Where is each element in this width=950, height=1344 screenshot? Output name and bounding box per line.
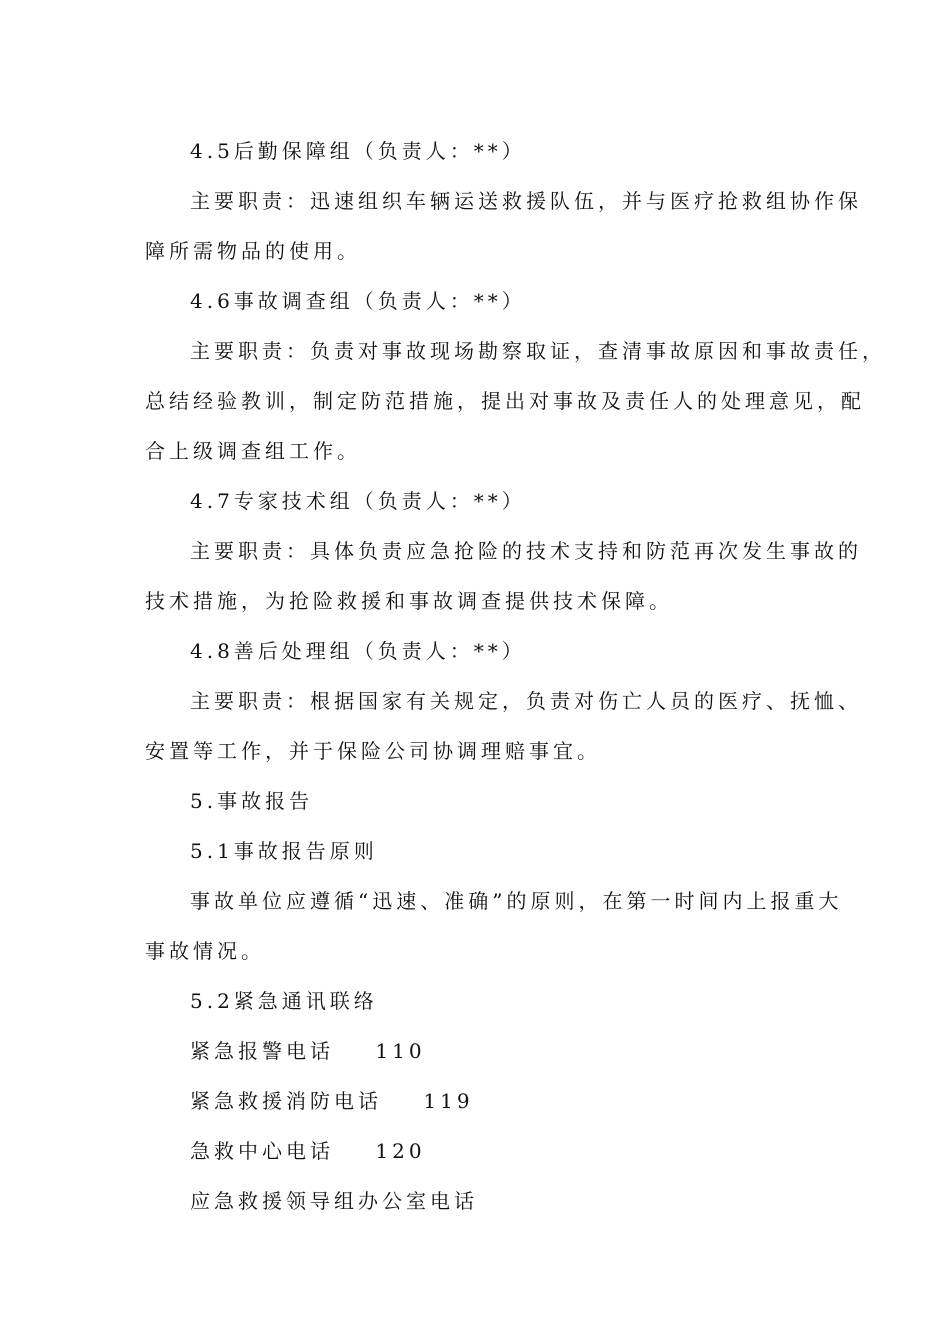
paragraph-line: 主要职责：负责对事故现场勘察取证，查清事故原因和事故责任， (190, 339, 886, 363)
section-heading-5: 5.事故报告 (190, 789, 314, 813)
paragraph-line: 安置等工作，并于保险公司协调理赔事宜。 (145, 739, 601, 763)
paragraph-line: 事故情况。 (145, 939, 265, 963)
section-heading-4-8: 4.8善后处理组（负责人：**） (190, 639, 526, 663)
paragraph-line: 总结经验教训，制定防范措施，提出对事故及责任人的处理意见，配 (145, 389, 865, 413)
section-heading-4-5: 4.5后勤保障组（负责人：**） (190, 139, 526, 163)
paragraph-line: 主要职责：根据国家有关规定，负责对伤亡人员的医疗、抚恤、 (190, 689, 862, 713)
section-heading-4-7: 4.7专家技术组（负责人：**） (190, 489, 526, 513)
section-heading-4-6: 4.6事故调查组（负责人：**） (190, 289, 526, 313)
phone-line-police: 紧急报警电话 110 (190, 1039, 426, 1063)
phone-line-fire: 紧急救援消防电话 119 (190, 1089, 474, 1113)
phone-line-ambulance: 急救中心电话 120 (190, 1139, 426, 1163)
paragraph-line: 主要职责：具体负责应急抢险的技术支持和防范再次发生事故的 (190, 539, 862, 563)
paragraph-line: 主要职责：迅速组织车辆运送救援队伍，并与医疗抢救组协作保 (190, 189, 862, 213)
section-heading-5-1: 5.1事故报告原则 (190, 839, 378, 863)
paragraph-line: 事故单位应遵循“迅速、准确”的原则，在第一时间内上报重大 (190, 889, 843, 913)
section-heading-5-2: 5.2紧急通讯联络 (190, 989, 378, 1013)
phone-line-office: 应急救援领导组办公室电话 (190, 1189, 478, 1213)
paragraph-line: 障所需物品的使用。 (145, 239, 361, 263)
paragraph-line: 技术措施，为抢险救援和事故调查提供技术保障。 (145, 589, 673, 613)
paragraph-line: 合上级调查组工作。 (145, 439, 361, 463)
